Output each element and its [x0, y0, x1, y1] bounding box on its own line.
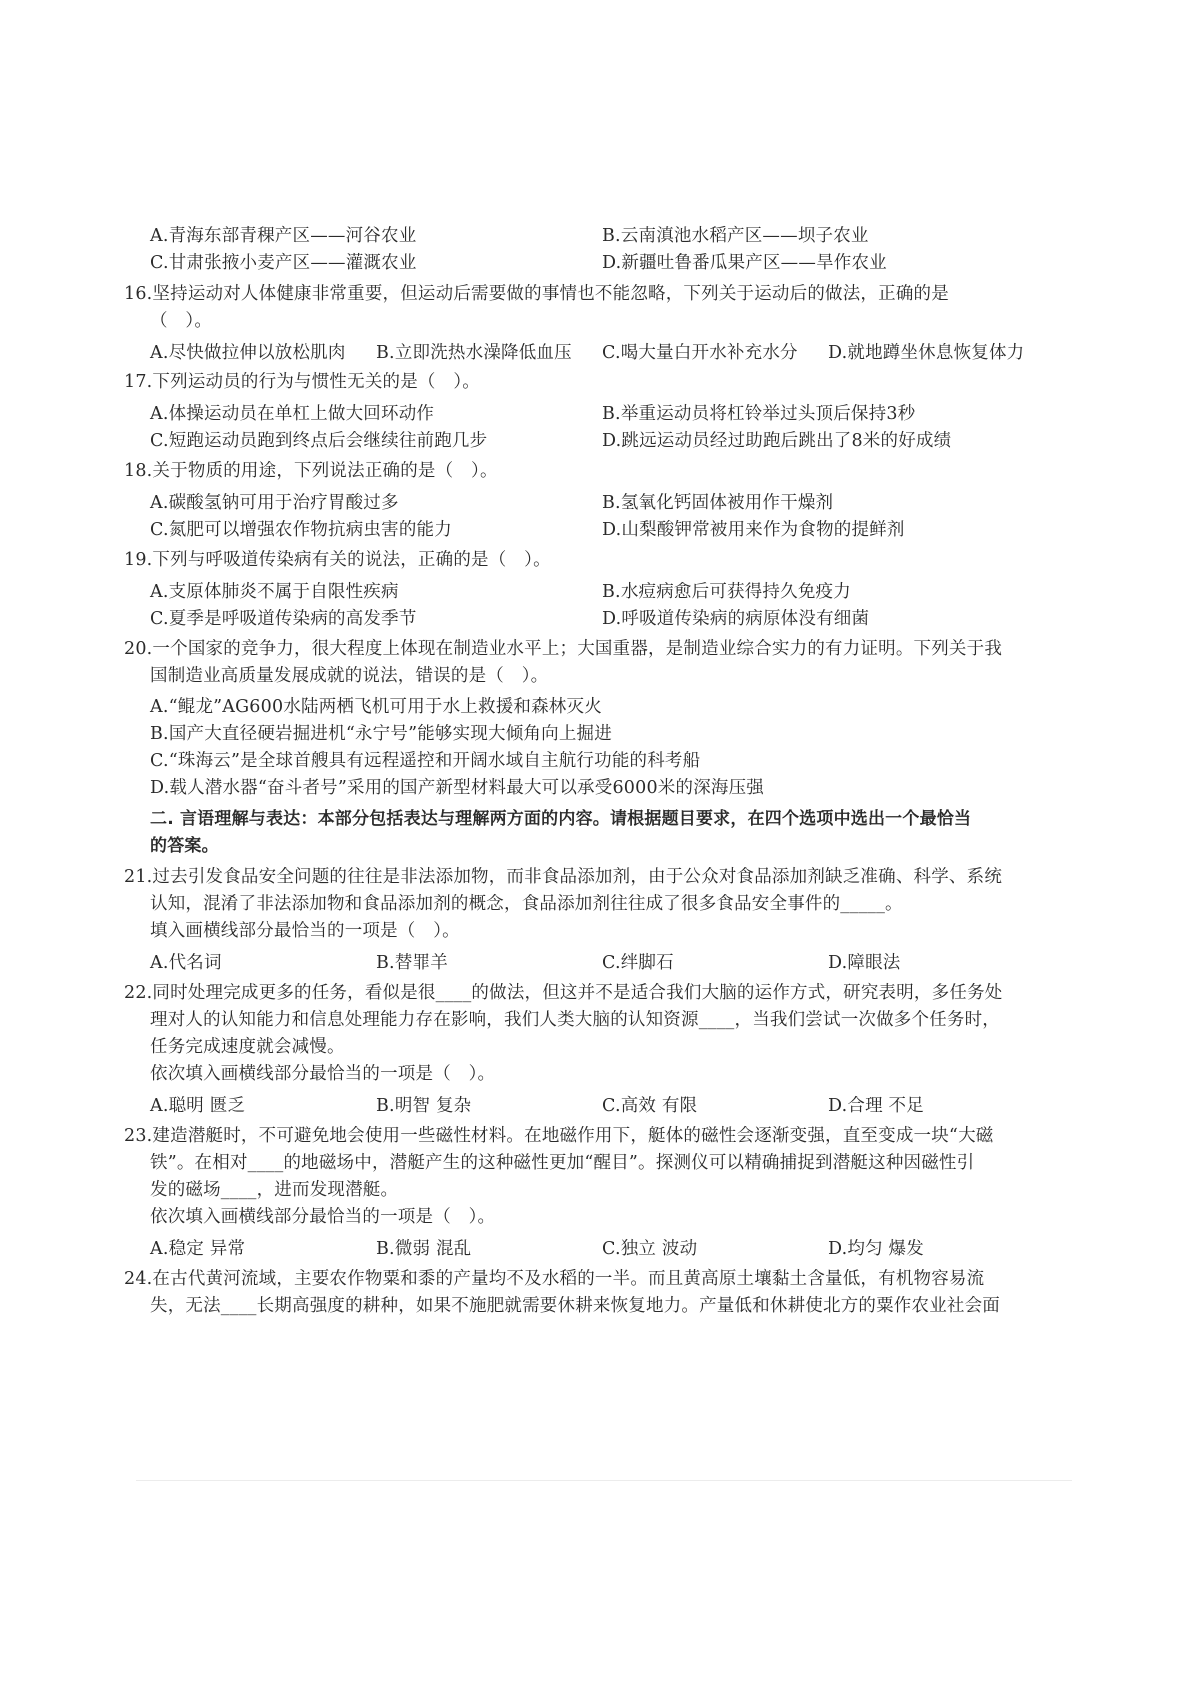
q17-option-a: A.体操运动员在单杠上做大回环动作 — [150, 404, 435, 424]
q21-option-d: D.障眼法 — [828, 953, 901, 973]
q22-stem-line3: 任务完成速度就会减慢。 — [150, 1037, 345, 1057]
q19-option-b: B.水痘病愈后可获得持久免疫力 — [602, 582, 851, 602]
q20-option-a: A.“鲲龙”AG600水陆两栖飞机可用于水上救援和森林灭火 — [150, 697, 602, 717]
q23-option-d: D.均匀 爆发 — [828, 1239, 924, 1259]
q22-option-a: A.聪明 匮乏 — [150, 1096, 246, 1116]
q18-option-b: B.氢氧化钙固体被用作干燥剂 — [602, 493, 834, 513]
q17-option-d: D.跳远运动员经过助跑后跳出了8米的好成绩 — [602, 431, 952, 451]
q24-stem-line2: 失，无法____长期高强度的耕种，如果不施肥就需要休耕来恢复地力。产量低和休耕使北方的粟作农业社会面 — [150, 1296, 1000, 1316]
q24-stem-line1: 24.在古代黄河流域，主要农作物粟和黍的产量均不及水稻的一半。而且黄高原土壤黏土含量低，有机物容易流 — [124, 1269, 985, 1289]
q19-option-d: D.呼吸道传染病的病原体没有细菌 — [602, 609, 870, 629]
footer-divider — [136, 1480, 1072, 1481]
q15-option-a: A.青海东部青稞产区——河谷农业 — [150, 226, 417, 246]
q23-stem-line2: 铁”。在相对____的地磁场中，潜艇产生的这种磁性更加“醒目”。探测仪可以精确捕捉到潜艇这种因磁性引 — [150, 1153, 975, 1173]
section-2-heading-line2: 的答案。 — [150, 836, 219, 856]
q21-option-b: B.替罪羊 — [376, 953, 448, 973]
q18-option-a: A.碳酸氢钠可用于治疗胃酸过多 — [150, 493, 399, 513]
q17-stem: 17.下列运动员的行为与惯性无关的是（ ）。 — [124, 372, 480, 392]
q22-prompt: 依次填入画横线部分最恰当的一项是（ ）。 — [150, 1064, 496, 1084]
q15-option-c: C.甘肃张掖小麦产区——灌溉农业 — [150, 253, 417, 273]
q23-option-b: B.微弱 混乱 — [376, 1239, 472, 1259]
q18-option-d: D.山梨酸钾常被用来作为食物的提鲜剂 — [602, 520, 905, 540]
q16-option-c: C.喝大量白开水补充水分 — [602, 343, 798, 363]
q16-stem-line1: 16.坚持运动对人体健康非常重要，但运动后需要做的事情也不能忽略，下列关于运动后的做法，正确的是 — [124, 284, 949, 304]
q21-option-c: C.绊脚石 — [602, 953, 674, 973]
q21-prompt: 填入画横线部分最恰当的一项是（ ）。 — [150, 921, 460, 941]
q20-option-d: D.载人潜水器“奋斗者号”采用的国产新型材料最大可以承受6000米的深海压强 — [150, 778, 764, 798]
q20-stem-line2: 国制造业高质量发展成就的说法，错误的是（ ）。 — [150, 666, 549, 686]
q22-option-b: B.明智 复杂 — [376, 1096, 472, 1116]
q23-option-a: A.稳定 异常 — [150, 1239, 246, 1259]
q23-prompt: 依次填入画横线部分最恰当的一项是（ ）。 — [150, 1207, 496, 1227]
q16-stem-line2: （ ）。 — [150, 311, 213, 331]
q16-option-d: D.就地蹲坐休息恢复体力 — [828, 343, 1025, 363]
q16-option-b: B.立即洗热水澡降低血压 — [376, 343, 572, 363]
q20-option-c: C.“珠海云”是全球首艘具有远程遥控和开阔水域自主航行功能的科考船 — [150, 751, 701, 771]
q20-option-b: B.国产大直径硬岩掘进机“永宁号”能够实现大倾角向上掘进 — [150, 724, 612, 744]
section-2-heading-line1: 二. 言语理解与表达：本部分包括表达与理解两方面的内容。请根据题目要求，在四个选项中选出一个最恰当 — [150, 809, 972, 829]
q19-option-c: C.夏季是呼吸道传染病的高发季节 — [150, 609, 417, 629]
q22-option-d: D.合理 不足 — [828, 1096, 924, 1116]
q17-option-b: B.举重运动员将杠铃举过头顶后保持3秒 — [602, 404, 916, 424]
q19-option-a: A.支原体肺炎不属于自限性疾病 — [150, 582, 399, 602]
q15-option-b: B.云南滇池水稻产区——坝子农业 — [602, 226, 869, 246]
q18-option-c: C.氮肥可以增强农作物抗病虫害的能力 — [150, 520, 452, 540]
q19-stem: 19.下列与呼吸道传染病有关的说法，正确的是（ ）。 — [124, 550, 551, 570]
q17-option-c: C.短跑运动员跑到终点后会继续往前跑几步 — [150, 431, 488, 451]
q23-option-c: C.独立 波动 — [602, 1239, 698, 1259]
q22-stem-line2: 理对人的认知能力和信息处理能力存在影响，我们人类大脑的认知资源____，当我们尝试一次做多个任务时， — [150, 1010, 1000, 1030]
q22-option-c: C.高效 有限 — [602, 1096, 698, 1116]
q18-stem: 18.关于物质的用途，下列说法正确的是（ ）。 — [124, 461, 498, 481]
q22-stem-line1: 22.同时处理完成更多的任务，看似是很____的做法，但这并不是适合我们大脑的运作方式，研究表明，多任务处 — [124, 983, 1003, 1003]
q23-stem-line1: 23.建造潜艇时，不可避免地会使用一些磁性材料。在地磁作用下，艇体的磁性会逐渐变强，直至变成一块“大磁 — [124, 1126, 994, 1146]
q21-option-a: A.代名词 — [150, 953, 222, 973]
q20-stem-line1: 20.一个国家的竞争力，很大程度上体现在制造业水平上；大国重器，是制造业综合实力的有力证明。下列关于我 — [124, 639, 1003, 659]
q21-stem-line2: 认知，混淆了非法添加物和食品添加剂的概念，食品添加剂往往成了很多食品安全事件的_____。 — [150, 894, 903, 914]
q16-option-a: A.尽快做拉伸以放松肌肉 — [150, 343, 346, 363]
q21-stem-line1: 21.过去引发食品安全问题的往往是非法添加物，而非食品添加剂，由于公众对食品添加剂缺乏准确、科学、系统 — [124, 867, 1003, 887]
q23-stem-line3: 发的磁场____，进而发现潜艇。 — [150, 1180, 399, 1200]
q15-option-d: D.新疆吐鲁番瓜果产区——旱作农业 — [602, 253, 887, 273]
